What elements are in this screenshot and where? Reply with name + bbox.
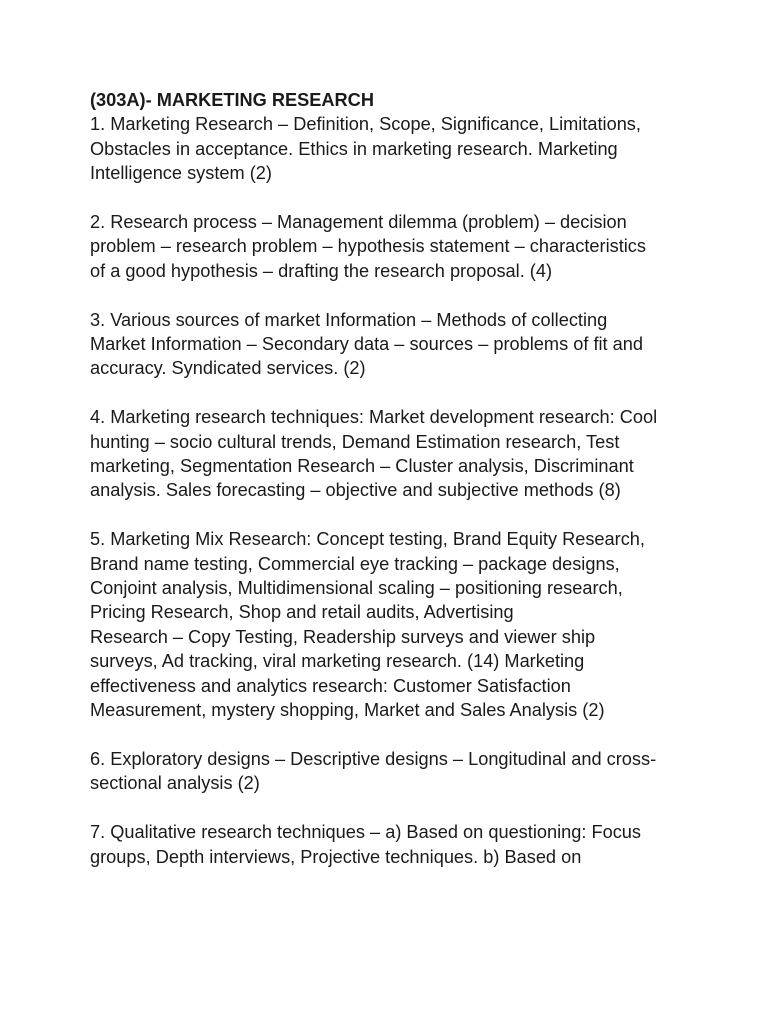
section-line: 3. Various sources of market Information – Methods of collecting: [90, 309, 608, 330]
section-line: Brand name testing, Commercial eye tracking – package designs,: [90, 553, 620, 574]
section-4: [90, 405, 690, 503]
section-1: [90, 112, 690, 185]
section-line: marketing, Segmentation Research – Cluster analysis, Discriminant: [90, 456, 634, 477]
section-line: Intelligence system (2): [90, 163, 272, 184]
section-2: [90, 210, 690, 283]
document-title: (303A)- MARKETING RESEARCH: [90, 90, 374, 110]
section-5: [90, 527, 690, 722]
section-line: hunting – socio cultural trends, Demand Estimation research, Test: [90, 431, 620, 452]
section-line: Obstacles in acceptance. Ethics in marketing research. Marketing: [90, 138, 618, 159]
section-line: of a good hypothesis – drafting the research proposal. (4): [90, 260, 553, 281]
section-line: 5. Marketing Mix Research: Concept testing, Brand Equity Research,: [90, 529, 645, 550]
section-line: Market Information – Secondary data – sources – problems of fit and: [90, 334, 643, 355]
section-line: analysis. Sales forecasting – objective and subjective methods (8): [90, 480, 621, 501]
section-line: 1. Marketing Research – Definition, Scope, Significance, Limitations,: [90, 114, 641, 135]
section-6: [90, 747, 690, 796]
section-line: Research – Copy Testing, Readership surveys and viewer ship: [90, 626, 596, 647]
section-line: accuracy. Syndicated services. (2): [90, 358, 366, 379]
section-line: 6. Exploratory designs – Descriptive designs – Longitudinal and cross-: [90, 748, 657, 769]
section-line: groups, Depth interviews, Projective techniques. b) Based on: [90, 846, 582, 867]
section-line: effectiveness and analytics research: Customer Satisfaction: [90, 675, 571, 696]
section-line: sectional analysis (2): [90, 773, 260, 794]
document-page: [90, 88, 690, 893]
section-line: Pricing Research, Shop and retail audits, Advertising: [90, 602, 514, 623]
section-line: surveys, Ad tracking, viral marketing research. (14) Marketing: [90, 651, 585, 672]
section-7: [90, 820, 690, 869]
section-line: Measurement, mystery shopping, Market and Sales Analysis (2): [90, 700, 605, 721]
section-line: Conjoint analysis, Multidimensional scaling – positioning research,: [90, 578, 623, 599]
section-line: 2. Research process – Management dilemma (problem) – decision: [90, 212, 627, 233]
section-line: 4. Marketing research techniques: Market development research: Cool: [90, 407, 658, 428]
section-line: problem – research problem – hypothesis statement – characteristics: [90, 236, 646, 257]
section-3: [90, 308, 690, 381]
section-line: 7. Qualitative research techniques – a) Based on questioning: Focus: [90, 822, 642, 843]
